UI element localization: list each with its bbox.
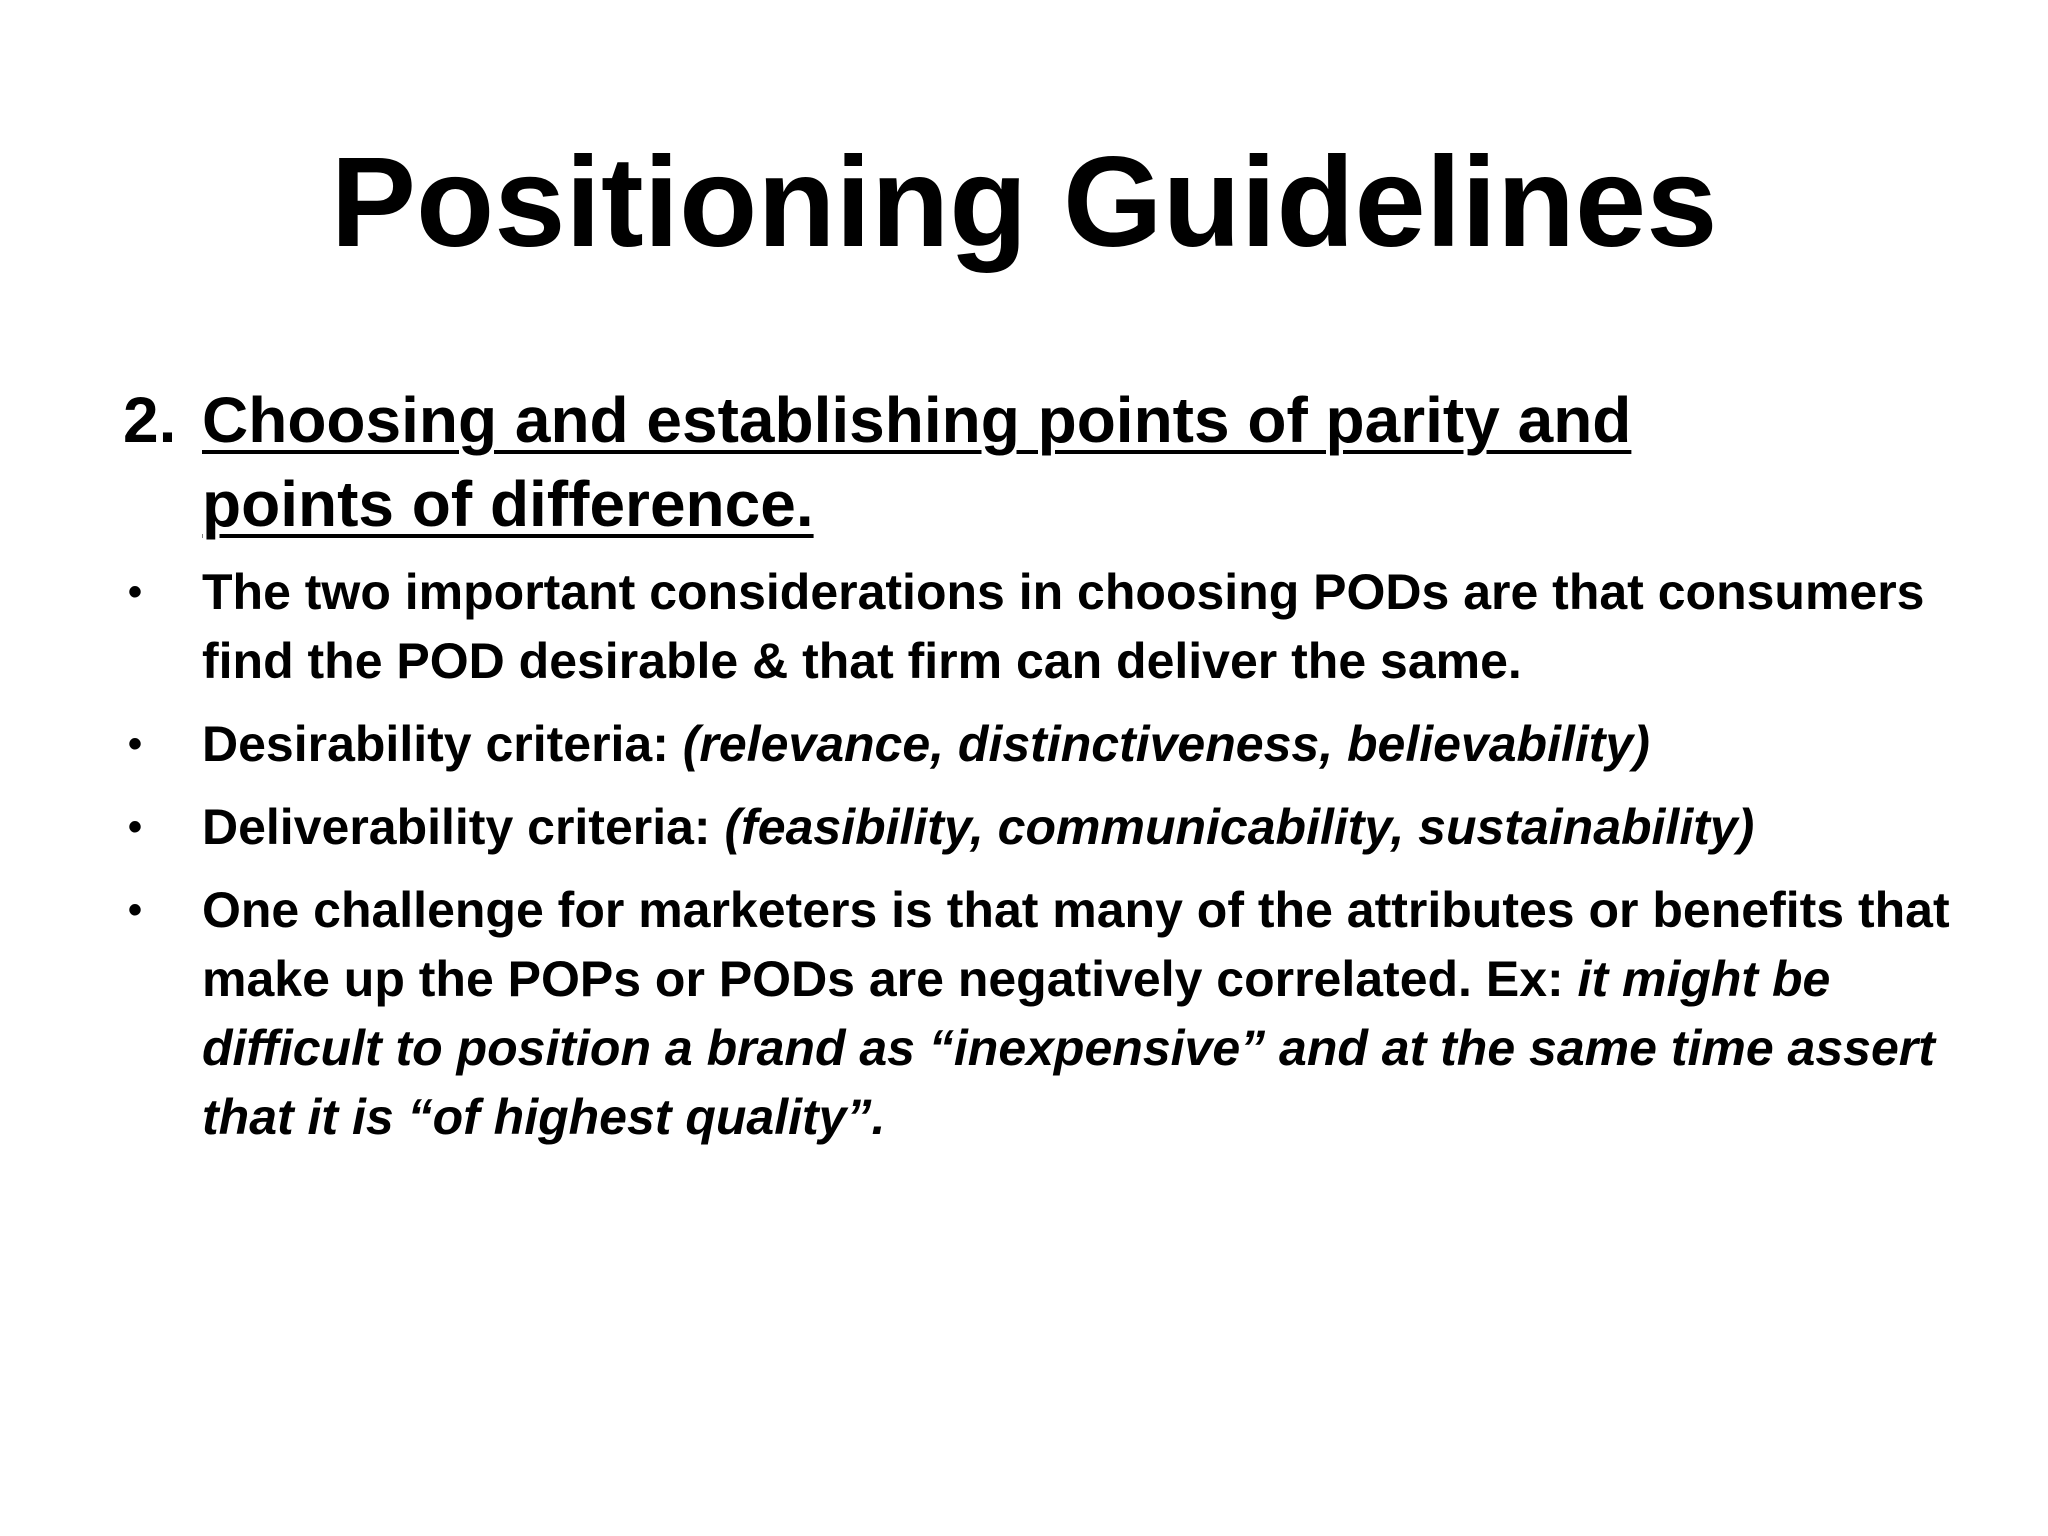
bullet-item <box>123 876 1953 1152</box>
section-heading <box>123 378 1923 546</box>
bullet-icon: • <box>128 805 143 849</box>
section-number: 2. <box>123 384 177 456</box>
bullet-item <box>123 710 1953 779</box>
bullet-italic: (relevance, distinctiveness, believability) <box>682 716 1650 772</box>
bullet-icon: • <box>128 888 143 932</box>
bullet-item <box>123 558 1953 696</box>
bullet-list <box>123 558 1953 1166</box>
bullet-item <box>123 793 1953 862</box>
bullet-italic: (feasibility, communicability, sustainability) <box>724 799 1755 855</box>
section-heading-line-2: points of difference. <box>202 468 814 540</box>
bullet-label: One challenge for marketers is that many of the attributes or benefits that make up the POPs or PODs are negatively correlated. Ex: <box>202 882 1950 1007</box>
bullet-icon: • <box>128 722 143 766</box>
slide-title: Positioning Guidelines <box>330 131 1718 274</box>
bullet-icon: • <box>128 570 143 614</box>
bullet-text: The two important considerations in choosing PODs are that consumers find the POD desirable & that firm can deliver the same. <box>202 564 1925 689</box>
bullet-label: Desirability criteria: <box>202 716 683 772</box>
bullet-italic: it might be difficult to position a brand as “inexpensive” and at the same time assert that it is “of highest quality”. <box>202 951 1935 1145</box>
section-heading-line-1: Choosing and establishing points of parity and <box>202 384 1632 456</box>
bullet-label: Deliverability criteria: <box>202 799 725 855</box>
